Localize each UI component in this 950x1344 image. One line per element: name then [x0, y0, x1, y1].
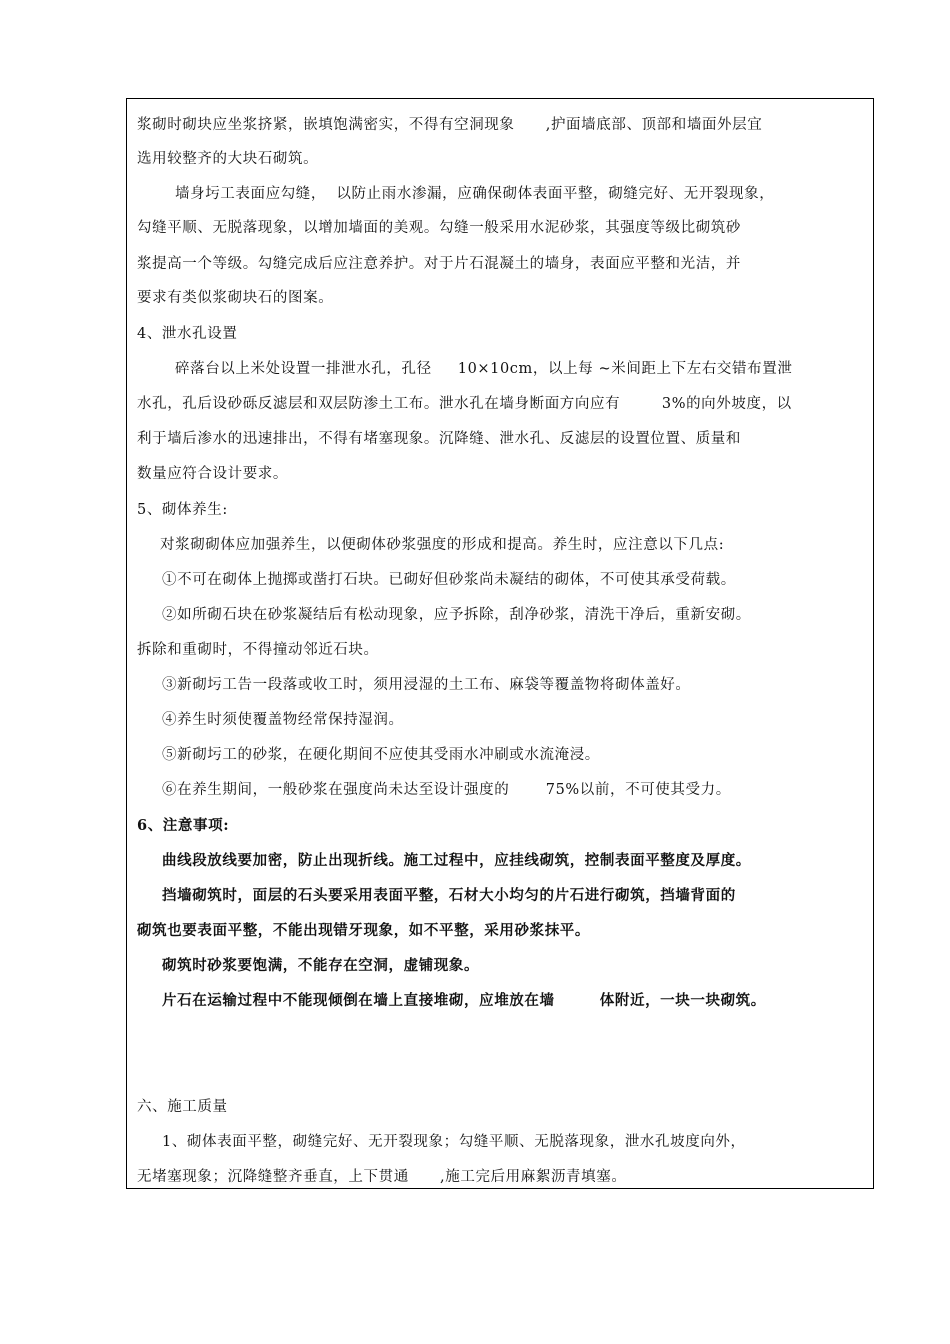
list-item: ⑥在养生期间，一般砂浆在强度尚未达至设计强度的 75%以前，不可使其受力。: [162, 782, 731, 798]
text-line: 选用较整齐的大块石砌筑。: [137, 151, 319, 167]
text-line: 1、砌体表面平整，砌缝完好、无开裂现象；勾缝平顺、无脱落现象，泄水孔坡度向外，: [162, 1134, 746, 1150]
list-item: ②如所砌石块在砂浆凝结后有松动现象，应予拆除，刮净砂浆，清洗干净后，重新安砌。: [162, 607, 751, 623]
text-line: 浆砌时砌块应坐浆挤紧，嵌填饱满密实，不得有空洞现象 ,护面墙底部、顶部和墙面外层宜: [137, 117, 763, 133]
text-line: 对浆砌砌体应加强养生，以便砌体砂浆强度的形成和提高。养生时，应注意以下几点:: [160, 537, 725, 553]
text-line: 砌筑时砂浆要饱满，不能存在空洞，虚铺现象。: [162, 957, 480, 974]
section-heading: 5、砌体养生:: [137, 502, 228, 518]
text-line: 水孔，孔后设砂砾反滤层和双层防渗土工布。泄水孔在墙身断面方向应有 3%的向外坡度，以: [137, 396, 792, 412]
section-heading: 4、泄水孔设置: [137, 326, 238, 342]
text-line: 砌筑也要表面平整，不能出现错牙现象，如不平整，采用砂浆抹平。: [137, 922, 590, 939]
list-item: ⑤新砌圬工的砂浆，在硬化期间不应使其受雨水冲刷或水流淹浸。: [162, 747, 600, 763]
text-line: 曲线段放线要加密，防止出现折线。施工过程中，应挂线砌筑，控制表面平整度及厚度。: [162, 852, 751, 869]
section-heading: 6、注意事项:: [137, 817, 230, 834]
text-line: 挡墙砌筑时，面层的石头要采用表面平整，石材大小均匀的片石进行砌筑，挡墙背面的: [162, 887, 736, 904]
text-line: 浆提高一个等级。勾缝完成后应注意养护。对于片石混凝土的墙身，表面应平整和光洁，并: [137, 256, 741, 272]
text-line: 碎落台以上米处设置一排泄水孔，孔径 10×10cm，以上每 ~米间距上下左右交错布置泄: [175, 361, 793, 377]
text-line: 片石在运输过程中不能现倾倒在墙上直接堆砌，应堆放在墙 体附近，一块一块砌筑。: [162, 992, 766, 1009]
text-line: 无堵塞现象；沉降缝整齐垂直，上下贯通 ,施工完后用麻絮沥青填塞。: [137, 1169, 627, 1185]
text-line: 利于墙后渗水的迅速排出，不得有堵塞现象。沉降缝、泄水孔、反滤层的设置位置、质量和: [137, 431, 741, 447]
text-line: 数量应符合设计要求。: [137, 466, 288, 482]
list-item: ①不可在砌体上抛掷或凿打石块。已砌好但砂浆尚未凝结的砌体，不可使其承受荷载。: [162, 572, 736, 588]
list-item: ③新砌圬工告一段落或收工时，须用浸湿的土工布、麻袋等覆盖物将砌体盖好。: [162, 677, 691, 693]
text-line: 要求有类似浆砌块石的图案。: [137, 290, 334, 306]
section-heading: 六、施工质量: [137, 1099, 228, 1115]
list-item: ④养生时须使覆盖物经常保持湿润。: [162, 712, 404, 728]
text-line: 勾缝平顺、无脱落现象，以增加墙面的美观。勾缝一般采用水泥砂浆，其强度等级比砌筑砂: [137, 220, 741, 236]
text-line: 拆除和重砌时，不得撞动邻近石块。: [137, 642, 379, 658]
text-line: 墙身圬工表面应勾缝， 以防止雨水渗漏，应确保砌体表面平整，砌缝完好、无开裂现象，: [175, 186, 775, 202]
